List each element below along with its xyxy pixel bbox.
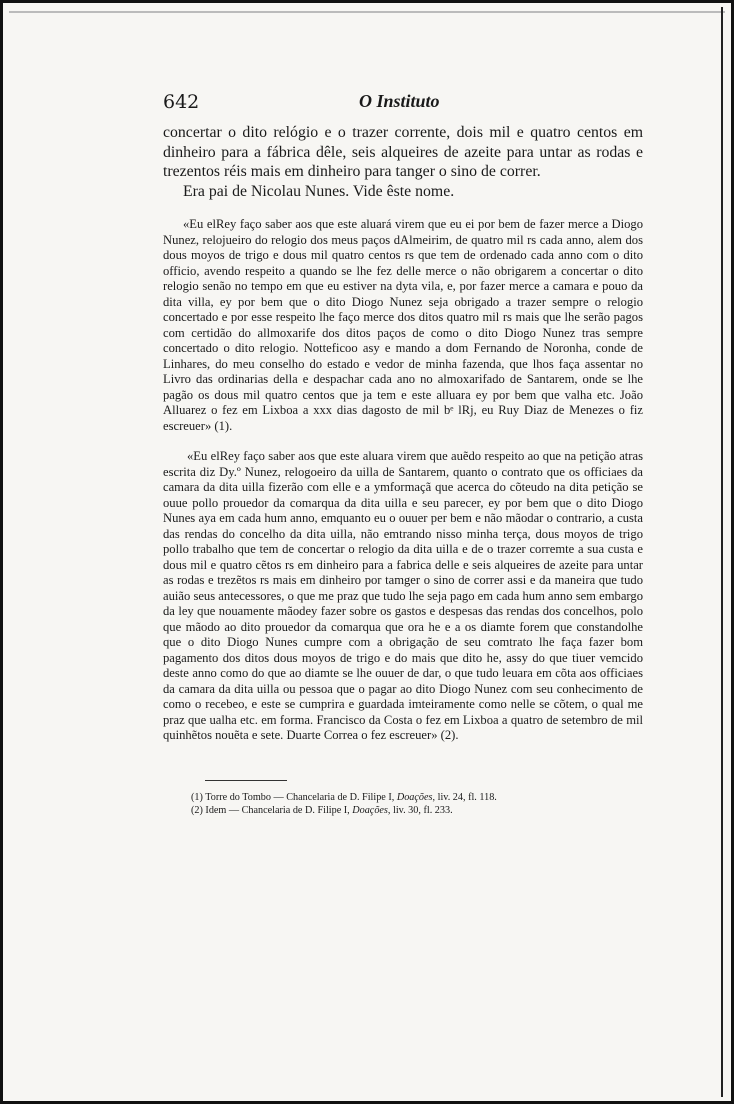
footnote-2-text: (2) Idem — Chancelaria de D. Filipe I,	[191, 804, 353, 816]
footnotes	[163, 791, 643, 817]
page-header	[163, 91, 643, 119]
intro-paragraph-2: Era pai de Nicolau Nunes. Vide êste nome.	[183, 182, 455, 200]
quoted-documents	[163, 217, 643, 744]
footnote-1-italic: Doações	[396, 791, 433, 803]
document-alvara-1: «Eu elRey faço saber aos que este aluará virem que eu ei por bem de fazer merce a Diogo Nunez, relojueiro do relogio dos meus paços dAlmeirim, de quatro mil rs cada anno, alem dos dous moyos de trigo e dous mil quatro centos rs que tem de ordenado cada anno com o dito officio, avendo respeito a quando se lhe fez delle merce o não obrigarem a concertar o dito relogio senão no tempo em que eu estiver na dyta vila, e, por fazer merce a camara e pouo da dita villa, ey por bem que o dito Diogo Nunez seja obrigado a trazer sempre o relogio concertado e por esse respeito lhe faço merce dos ditos quatro mil rs mais que lhe serão pagos com certidão do allmoxarife dos ditos paços de como o dito Diogo Nunez tras sempre concertado o dito relogio. Notteficoo asy e mando a dom Fernando de Noronha, conde de Linhares, do meu conselho do estado e vedor de minha fazenda, que lhos faça assentar no Livro das ordinarias della e despachar cada ano no almoxarifado de Santarem, onde se lhe pagão os dous mil quatro centos que ja tem e este alluara ey por bem que valha etc. João Alluarez o fez em Lixboa a xxx dias dagosto de mil bᵉ lRj, eu Ruy Diaz de Menezes o fiz escreuer» (1).	[163, 217, 643, 433]
intro-paragraph-1: concertar o dito relógio e o trazer corrente, dois mil e quatro centos em dinheiro para a fábrica dêle, seis alqueires de azeite para untar as rodas e trezentos réis mais em dinheiro para tanger o sino de correr.	[163, 124, 643, 180]
page-content	[163, 91, 643, 817]
footnote-2	[163, 804, 643, 817]
intro-text	[163, 123, 643, 201]
page-top-edge	[9, 11, 725, 13]
document-alvara-2: «Eu elRey faço saber aos que este aluara virem que auẽdo respeito ao que na petição atras escrita diz Dy.º Nunez, relogoeiro da uilla de Santarem, quanto o contrato que os officiaes da camara da dita uilla fizerão com elle e a ymformaçã que acerca do cõteudo na dita petição se ouue pollo prouedor da comarqua da dita uilla e seu parecer, ey por bem que o dito Diogo Nunes aya em cada hum anno, emquanto eu o ouuer per bem e não mãodar o contrario, a custa das rendas do concelho da dita uilla, não emtrando nisso minha terça, dous moyos de trigo pollo trabalho que tem de concertar o relogio da dita uilla e de o trazer corremte a sua custa e dous mil e quatro cẽtos rs em dinheiro para a fabrica delle e seis alqueires de azeite para untar as rodas e trezẽtos rs mais em dinheiro por tamger o sino de correr assi e da maneira que tudo auião seus antecessores, o que me praz que tudo lhe seja pago em cada hum anno sem embargo da ley que nouamente mãodey fazer sobre os gastos e despesas das rendas dos concelhos, polo que mãodo ao dito prouedor da comarqua que ora he e a os diamte forem que constandolhe que o dito Diogo Nunes cumpre com a obrigação de seu comtrato lhe faça fazer bom pagamento dos ditos dous moyos de trigo e do mais que dito he, assy do que tiuer vemcido deste anno como do que ao diamte se lhe ouuer de dar, o que tudo leuara em cõta aos officiaes da camara da dita uilla ou pessoa que o pagar ao dito Diogo Nunez com seu conhecimento de como o recebeo, e este se cumprira e guardada imteiramente como nelle se cõtem, o qual me praz que ualha etc. em forma. Francisco da Costa o fez em Lixboa a quatro de setembro de mil quinhẽtos nouẽta e sete. Duarte Correa o fez escreuer» (2).	[163, 449, 643, 742]
footnote-1-ref: , liv. 24, fl. 118.	[432, 791, 497, 803]
running-title: O Instituto	[359, 91, 440, 111]
footnote-2-italic: Doações	[352, 804, 388, 816]
page-number: 642	[163, 91, 200, 113]
footnote-2-ref: , liv. 30, fl. 233.	[387, 804, 453, 816]
footnote-1-text: (1) Torre do Tombo — Chancelaria de D. Filipe I,	[191, 791, 397, 803]
footnote-separator	[205, 780, 287, 781]
footnote-1	[163, 791, 643, 804]
page-right-edge	[721, 7, 723, 1097]
